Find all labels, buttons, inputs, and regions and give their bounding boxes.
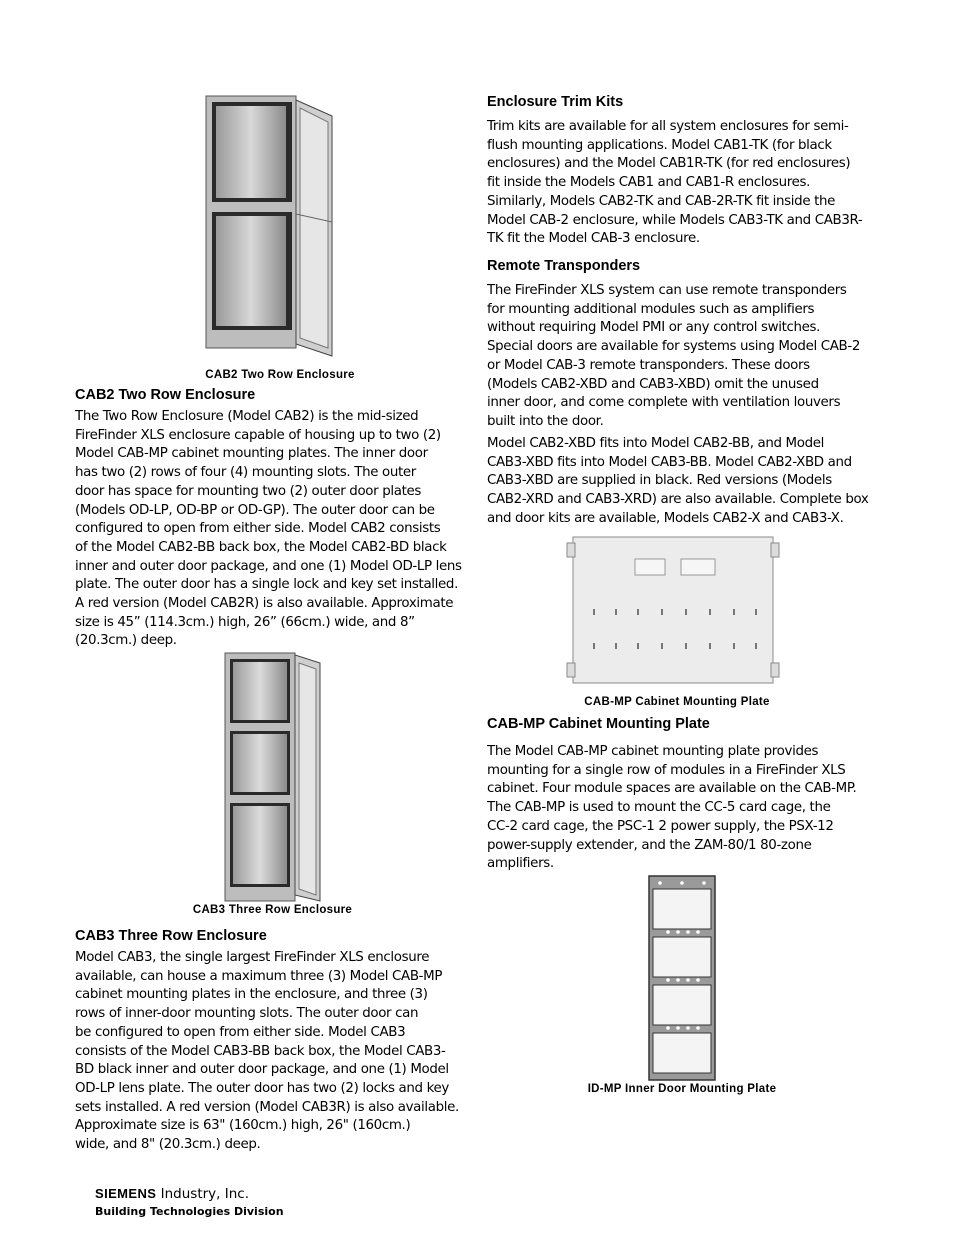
cab2-caption: CAB2 Two Row Enclosure bbox=[205, 369, 355, 381]
cab3-body bbox=[75, 949, 475, 1155]
text-line: plate. The outer door has a single lock and key set installed. bbox=[75, 577, 458, 593]
remote-transponders-body-2 bbox=[487, 435, 887, 529]
text-line: cabinet. Four module spaces are available on the CAB-MP. bbox=[487, 781, 857, 797]
remote-transponders-body bbox=[487, 282, 887, 432]
text-line: for mounting additional modules such as amplifiers bbox=[487, 301, 815, 317]
cab3-enclosure-image bbox=[223, 651, 323, 903]
cab2-heading: CAB2 Two Row Enclosure bbox=[75, 387, 256, 403]
footer-division: Building Technologies Division bbox=[95, 1205, 284, 1218]
text-line: consists of the Model CAB3-BB back box, the Model CAB3- bbox=[75, 1043, 446, 1059]
text-line: The Model CAB-MP cabinet mounting plate provides bbox=[487, 744, 819, 759]
id-mp-caption: ID-MP Inner Door Mounting Plate bbox=[587, 1083, 777, 1095]
text-line: rows of inner-door mounting slots. The outer door can bbox=[75, 1006, 419, 1022]
cab-mp-plate-image bbox=[565, 535, 781, 687]
text-line: Model CAB3, the single largest FireFinder XLS enclosure bbox=[75, 950, 430, 965]
text-line: inner and outer door package, and one (1) Model OD-LP lens bbox=[75, 558, 462, 574]
text-line: amplifiers. bbox=[487, 856, 554, 872]
text-line: Special doors are available for systems using Model CAB-2 bbox=[487, 339, 861, 355]
remote-transponders-heading: Remote Transponders bbox=[487, 258, 641, 274]
cab3-heading: CAB3 Three Row Enclosure bbox=[75, 928, 267, 944]
text-line: available, can house a maximum three (3) Model CAB-MP bbox=[75, 968, 443, 984]
text-line: fit inside the Models CAB1 and CAB1-R enclosures. bbox=[487, 175, 811, 191]
text-line: CC-2 card cage, the PSC-1 2 power supply, the PSX-12 bbox=[487, 818, 834, 834]
text-line: TK fit the Model CAB-3 enclosure. bbox=[487, 231, 700, 247]
text-line: Model CAB2-XBD fits into Model CAB2-BB, and Model bbox=[487, 436, 825, 451]
text-line: Model CAB-MP cabinet mounting plates. The inner door bbox=[75, 446, 428, 462]
text-line: Trim kits are available for all system enclosures for semi- bbox=[487, 119, 849, 134]
text-line: CAB3-XBD fits into Model CAB3-BB. Model CAB2-XBD and bbox=[487, 454, 852, 470]
trim-kits-heading: Enclosure Trim Kits bbox=[487, 94, 624, 110]
text-line: without requiring Model PMI or any control switches. bbox=[487, 320, 821, 336]
text-line: CAB3-XBD are supplied in black. Red versions (Models bbox=[487, 473, 832, 489]
text-line: sets installed. A red version (Model CAB3R) is also available. bbox=[75, 1099, 459, 1115]
text-line: The CAB-MP is used to mount the CC-5 card cage, the bbox=[487, 800, 831, 816]
text-line: enclosures) and the Model CAB1R-TK (for red enclosures) bbox=[487, 156, 851, 172]
trim-kits-body bbox=[487, 118, 887, 249]
text-line: door has space for mounting two (2) outer door plates bbox=[75, 483, 421, 499]
cab-mp-heading: CAB-MP Cabinet Mounting Plate bbox=[487, 716, 710, 732]
text-line: built into the door. bbox=[487, 413, 604, 429]
text-line: A red version (Model CAB2R) is also available. Approximate bbox=[75, 596, 454, 612]
text-line: cabinet mounting plates in the enclosure, and three (3) bbox=[75, 987, 428, 1003]
cab3-caption: CAB3 Three Row Enclosure bbox=[192, 904, 353, 916]
text-line: inner door, and come complete with ventilation louvers bbox=[487, 395, 841, 411]
text-line: (Models OD-LP, OD-BP or OD-GP). The outer door can be bbox=[75, 502, 435, 518]
text-line: flush mounting applications. Model CAB1-TK (for black bbox=[487, 137, 832, 153]
text-line: mounting for a single row of modules in a FireFinder XLS bbox=[487, 762, 846, 778]
text-line: configured to open from either side. Model CAB2 consists bbox=[75, 521, 441, 537]
siemens-logo: SIEMENS bbox=[95, 1186, 157, 1201]
id-mp-plate-image bbox=[648, 875, 716, 1081]
text-line: OD-LP lens plate. The outer door has two (2) locks and key bbox=[75, 1080, 449, 1096]
company-name: Industry, Inc. bbox=[156, 1186, 249, 1202]
footer-company bbox=[95, 1186, 249, 1202]
cab-mp-caption: CAB-MP Cabinet Mounting Plate bbox=[584, 696, 770, 708]
cab2-enclosure-image bbox=[204, 94, 336, 360]
cab2-body bbox=[75, 408, 475, 651]
text-line: Similarly, Models CAB2-TK and CAB-2R-TK fit inside the bbox=[487, 193, 836, 209]
text-line: and door kits are available, Models CAB2-X and CAB3-X. bbox=[487, 510, 844, 526]
cab-mp-body bbox=[487, 743, 887, 874]
text-line: or Model CAB-3 remote transponders. These doors bbox=[487, 357, 810, 373]
text-line: Approximate size is 63" (160cm.) high, 26" (160cm.) bbox=[75, 1118, 411, 1134]
text-line: be configured to open from either side. Model CAB3 bbox=[75, 1024, 406, 1040]
text-line: FireFinder XLS enclosure capable of housing up to two (2) bbox=[75, 427, 441, 443]
text-line: CAB2-XRD and CAB3-XRD) are also available. Complete box bbox=[487, 492, 869, 508]
text-line: has two (2) rows of four (4) mounting slots. The outer bbox=[75, 465, 416, 481]
text-line: The Two Row Enclosure (Model CAB2) is the mid-sized bbox=[75, 409, 419, 424]
text-line: (Models CAB2-XBD and CAB3-XBD) omit the unused bbox=[487, 376, 819, 392]
text-line: wide, and 8" (20.3cm.) deep. bbox=[75, 1137, 261, 1153]
text-line: The FireFinder XLS system can use remote transponders bbox=[487, 283, 847, 298]
text-line: power-supply extender, and the ZAM-80/1 80-zone bbox=[487, 837, 812, 853]
text-line: BD black inner and outer door package, and one (1) Model bbox=[75, 1062, 449, 1078]
text-line: Model CAB-2 enclosure, while Models CAB3-TK and CAB3R- bbox=[487, 212, 863, 228]
text-line: (20.3cm.) deep. bbox=[75, 633, 177, 649]
text-line: size is 45” (114.3cm.) high, 26” (66cm.) wide, and 8” bbox=[75, 614, 415, 630]
text-line: of the Model CAB2-BB back box, the Model CAB2-BD black bbox=[75, 539, 447, 555]
